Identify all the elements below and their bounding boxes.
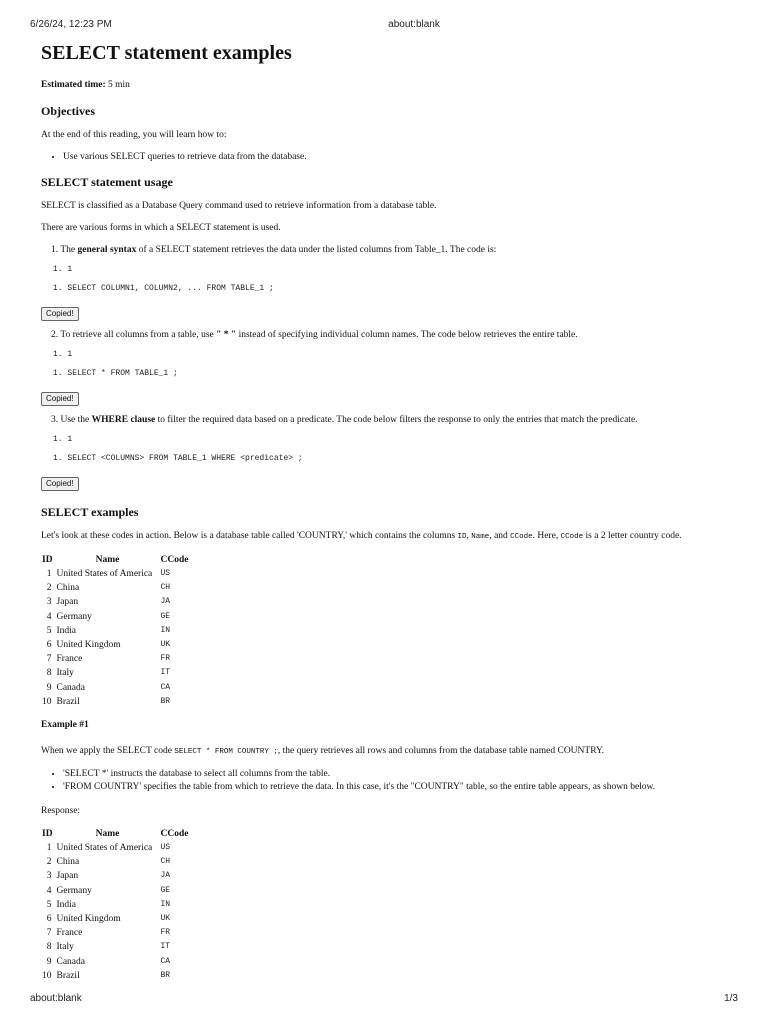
intro-text: Let's look at these codes in action. Below is a database table called 'COUNTRY,' which contains the columns <box>41 531 458 541</box>
table-row <box>41 912 200 926</box>
response-label: Response: <box>41 806 81 817</box>
cell-id: 8 <box>46 942 52 953</box>
code-block[interactable]: 1. SELECT COLUMN1, COLUMN2, ... FROM TABLE_1 ; <box>53 284 274 293</box>
table-row <box>41 595 200 609</box>
usage-step-1 <box>51 244 731 257</box>
cell-id: 2 <box>46 857 52 868</box>
step-number: 1. <box>51 245 59 255</box>
step-number: 2. <box>51 330 59 340</box>
usage-paragraph-1: SELECT is classified as a Database Query command used to retrieve information from a database table. <box>41 201 437 211</box>
table-row <box>41 884 200 898</box>
print-footer <box>30 993 738 1007</box>
country-table <box>41 553 200 709</box>
cell-ccode: CH <box>160 583 171 593</box>
cell-name: Italy <box>56 942 74 953</box>
column-header-id: ID <box>42 555 53 565</box>
estimated-time-label: Estimated time: <box>41 80 106 90</box>
example-text: , the query retrieves all rows and columns from the database table named COUNTRY. <box>277 746 605 757</box>
cell-ccode: JA <box>160 597 171 607</box>
print-url: about:blank <box>388 19 440 30</box>
intro-text: . Here, <box>532 531 561 541</box>
table-header-row <box>41 827 200 841</box>
print-date: 6/26/24, 12:23 PM <box>30 19 112 30</box>
usage-paragraph-2: There are various forms in which a SELECT statement is used. <box>41 223 281 233</box>
cell-name: Japan <box>56 871 79 882</box>
cell-name: Germany <box>56 611 92 622</box>
table-row <box>41 638 200 652</box>
cell-name: France <box>56 654 83 665</box>
column-header-name: Name <box>95 555 120 565</box>
cell-name: Germany <box>56 885 92 896</box>
page-title: SELECT statement examples <box>41 42 292 64</box>
cell-name: United States of America <box>56 569 153 579</box>
inline-code: Name <box>471 533 490 541</box>
cell-id: 4 <box>46 885 52 896</box>
cell-name: Canada <box>56 956 85 967</box>
example-bullet: • 'FROM COUNTRY' specifies the table from which to retrieve the data. In this case, it's the "COUNTRY" table, so the entire table appears, as shown below. <box>63 781 731 793</box>
table-row <box>41 841 200 855</box>
column-header-ccode: CCode <box>160 555 189 565</box>
usage-heading: SELECT statement usage <box>41 175 173 189</box>
table-row <box>41 926 200 940</box>
examples-heading: SELECT examples <box>41 505 139 519</box>
cell-name: United States of America <box>56 843 153 854</box>
step-text-pre: Use the <box>60 415 92 425</box>
table-row <box>41 955 200 969</box>
column-header-name: Name <box>95 829 120 840</box>
table-row <box>41 567 200 581</box>
inline-code: CCode <box>510 533 533 541</box>
cell-name: India <box>56 625 77 636</box>
cell-name: China <box>56 583 80 594</box>
table-row <box>41 610 200 624</box>
copy-button[interactable]: Copied! <box>41 477 79 491</box>
cell-ccode: FR <box>160 654 171 664</box>
cell-name: Brazil <box>56 970 80 981</box>
cell-name: Canada <box>56 682 85 693</box>
cell-id: 5 <box>46 625 52 636</box>
example-bullet: • 'SELECT *' instructs the database to select all columns from the table. <box>63 768 731 780</box>
cell-ccode: FR <box>160 928 171 938</box>
inline-code: SELECT * FROM COUNTRY ; <box>174 748 278 757</box>
code-line-numbers: 1. 1 <box>53 350 73 359</box>
example-1-description <box>41 745 731 759</box>
cell-ccode: JA <box>160 871 171 881</box>
cell-ccode: BR <box>160 696 171 706</box>
inline-code: ID <box>457 533 467 541</box>
column-header-ccode: CCode <box>160 829 189 840</box>
table-row <box>41 695 200 709</box>
table-row <box>41 681 200 695</box>
cell-id: 6 <box>46 640 52 651</box>
cell-id: 1 <box>46 569 52 579</box>
table-row <box>41 652 200 666</box>
cell-name: India <box>56 899 77 910</box>
copy-button[interactable]: Copied! <box>41 307 79 321</box>
step-number: 3. <box>51 415 59 425</box>
objectives-intro: At the end of this reading, you will learn how to: <box>41 130 227 140</box>
code-block[interactable]: 1. SELECT <COLUMNS> FROM TABLE_1 WHERE <predicate> ; <box>53 454 303 463</box>
step-text-post: to filter the required data based on a predicate. The code below filters the response to only the entries that match the predicate. <box>155 415 638 425</box>
step-text-bold: " * " <box>216 330 237 340</box>
inline-code: CCode <box>560 533 584 541</box>
code-line-numbers: 1. 1 <box>53 265 73 274</box>
cell-id: 7 <box>46 654 52 665</box>
table-row <box>41 581 200 595</box>
table-row <box>41 940 200 954</box>
step-text-post: of a SELECT statement retrieves the data under the listed columns from Table_1. The code is: <box>136 245 497 255</box>
country-table-body <box>41 567 200 709</box>
cell-name: United Kingdom <box>56 914 121 925</box>
cell-ccode: CA <box>160 956 171 966</box>
code-line-numbers: 1. 1 <box>53 435 73 444</box>
cell-name: United Kingdom <box>56 640 121 651</box>
step-text-bold: general syntax <box>77 245 137 255</box>
cell-id: 2 <box>46 583 52 594</box>
cell-ccode: IN <box>160 625 171 635</box>
cell-id: 10 <box>42 970 52 981</box>
usage-step-2 <box>51 329 731 342</box>
table-row <box>41 969 200 983</box>
step-text-post: instead of specifying individual column names. The code below retrieves the entire table. <box>236 330 578 340</box>
usage-step-3 <box>51 414 731 427</box>
example-text: When we apply the SELECT code <box>41 746 175 757</box>
examples-intro <box>41 530 731 544</box>
cell-ccode: IT <box>160 668 171 678</box>
table-header-row <box>41 553 200 567</box>
response-table-body <box>41 841 200 983</box>
cell-id: 10 <box>42 696 52 707</box>
cell-ccode: CA <box>160 682 171 692</box>
table-row <box>41 624 200 638</box>
cell-ccode: UK <box>160 640 171 650</box>
table-row <box>41 898 200 912</box>
cell-id: 3 <box>46 871 52 882</box>
cell-ccode: CH <box>160 857 171 867</box>
intro-text: is a 2 letter country code. <box>583 531 682 541</box>
cell-name: Japan <box>56 597 79 608</box>
cell-id: 7 <box>46 928 52 939</box>
intro-text: , <box>466 531 472 541</box>
cell-ccode: GE <box>160 611 171 621</box>
cell-name: Brazil <box>56 696 80 707</box>
footer-url: about:blank <box>30 993 82 1004</box>
cell-ccode: US <box>160 569 171 578</box>
cell-id: 6 <box>46 914 52 925</box>
example-1-bullets <box>41 768 731 793</box>
step-text-bold: WHERE clause <box>91 415 156 425</box>
intro-text: , and <box>489 531 511 541</box>
page-number: 1/3 <box>724 993 738 1004</box>
table-row <box>41 855 200 869</box>
print-header <box>30 19 738 33</box>
response-table <box>41 827 200 983</box>
example-1-title: Example #1 <box>41 720 89 731</box>
cell-ccode: IT <box>160 942 171 952</box>
cell-name: France <box>56 928 83 939</box>
cell-ccode: GE <box>160 885 171 895</box>
table-row <box>41 869 200 883</box>
column-header-id: ID <box>42 829 53 840</box>
estimated-time <box>41 79 731 92</box>
cell-id: 9 <box>46 682 52 693</box>
step-text-pre: The <box>60 245 78 255</box>
estimated-time-value: 5 min <box>108 80 130 90</box>
objective-item: • Use various SELECT queries to retrieve data from the database. <box>63 151 731 163</box>
cell-id: 9 <box>46 956 52 967</box>
cell-ccode: IN <box>160 899 171 909</box>
table-row <box>41 666 200 680</box>
cell-ccode: UK <box>160 914 171 924</box>
document-content <box>41 41 731 993</box>
cell-id: 5 <box>46 899 52 910</box>
cell-id: 8 <box>46 668 52 679</box>
cell-ccode: BR <box>160 970 171 980</box>
cell-name: China <box>56 857 80 868</box>
cell-id: 4 <box>46 611 52 622</box>
step-text-pre: To retrieve all columns from a table, use <box>60 330 217 340</box>
copy-button[interactable]: Copied! <box>41 392 79 406</box>
objectives-list <box>41 151 731 163</box>
objectives-heading: Objectives <box>41 104 95 118</box>
cell-id: 1 <box>46 843 52 854</box>
code-block[interactable]: 1. SELECT * FROM TABLE_1 ; <box>53 369 178 378</box>
cell-id: 3 <box>46 597 52 608</box>
cell-name: Italy <box>56 668 74 679</box>
cell-ccode: US <box>160 843 171 853</box>
